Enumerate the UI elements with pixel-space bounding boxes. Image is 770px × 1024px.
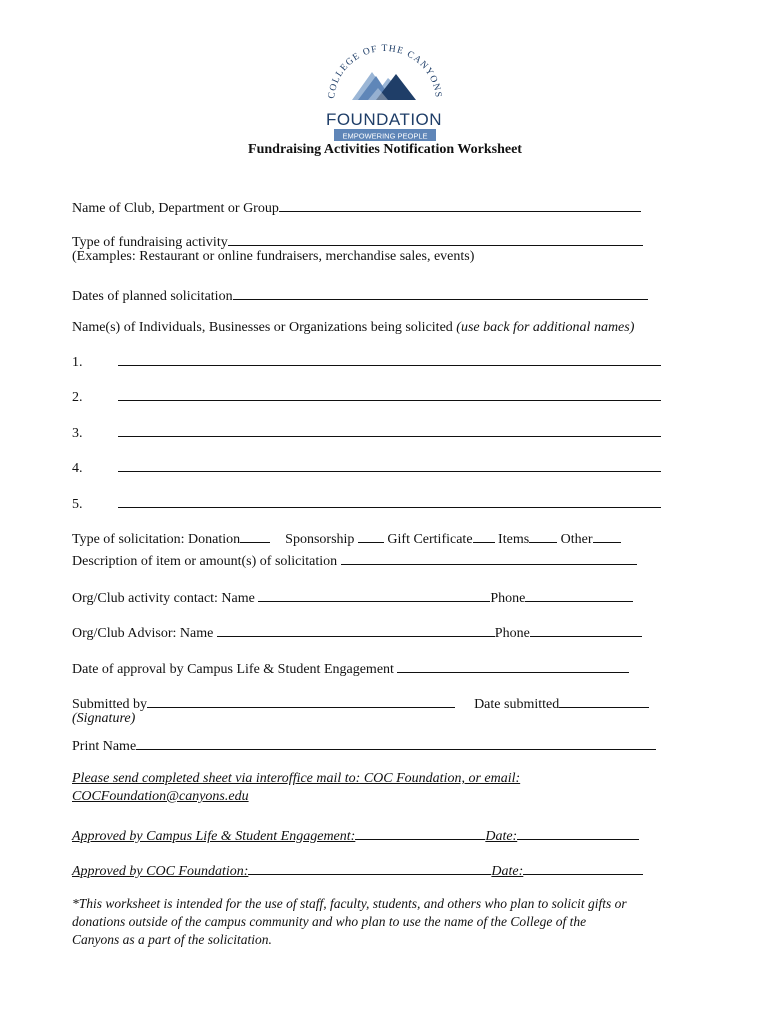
advisor-name-field[interactable] — [217, 622, 495, 637]
advisor-label: Org/Club Advisor: Name — [72, 626, 214, 641]
sponsorship-label: Sponsorship — [285, 532, 355, 547]
activity-type-label: Type of fundraising activity — [72, 235, 228, 250]
submitted-row — [72, 693, 649, 713]
name-field-1[interactable] — [118, 351, 661, 366]
advisor-phone-field[interactable] — [530, 622, 642, 637]
print-name-row — [72, 735, 656, 755]
activity-contact-name-field[interactable] — [258, 587, 490, 602]
coc-approval-field[interactable] — [248, 860, 491, 875]
description-field[interactable] — [341, 550, 637, 565]
submitted-by-label: Submitted by — [72, 697, 148, 712]
campus-approval-field[interactable] — [355, 825, 485, 840]
logo-wordmark: FOUNDATION — [325, 110, 443, 129]
footnote-line-2: donations outside of the campus community and who plan to use the name of the College of the — [72, 914, 587, 929]
coc-approval-date-field[interactable] — [523, 860, 643, 875]
name-line-3 — [72, 422, 661, 442]
approval-date-row — [72, 658, 629, 678]
coc-approval-label: Approved by COC Foundation: — [72, 864, 249, 879]
items-field[interactable] — [529, 528, 557, 543]
dates-row — [72, 285, 648, 305]
activity-contact-label: Org/Club activity contact: Name — [72, 591, 255, 606]
solicitation-type-row — [72, 528, 621, 548]
advisor-row — [72, 622, 642, 642]
campus-approval-date-label: Date: — [485, 829, 518, 844]
name-field-3[interactable] — [118, 422, 661, 437]
name-line-4 — [72, 457, 661, 477]
name-line-5 — [72, 493, 661, 513]
date-submitted-label: Date submitted — [474, 697, 560, 712]
activity-contact-phone-field[interactable] — [525, 587, 633, 602]
date-submitted-field[interactable] — [559, 693, 649, 708]
logo-tagline: EMPOWERING PEOPLE — [342, 131, 428, 141]
number-label: 2. — [72, 390, 83, 405]
logo-arc-text: COLLEGE OF THE CANYONS — [327, 43, 443, 100]
dates-field[interactable] — [233, 285, 648, 300]
number-label: 3. — [72, 426, 83, 441]
print-name-label: Print Name — [72, 739, 137, 754]
approval-date-field[interactable] — [397, 658, 629, 673]
description-row — [72, 550, 637, 570]
names-note: (use back for additional names) — [456, 320, 635, 335]
donation-field[interactable] — [240, 528, 270, 543]
number-label: 1. — [72, 355, 83, 370]
name-line-1 — [72, 351, 661, 371]
number-label: 5. — [72, 497, 83, 512]
footnote-line-3: Canyons as a part of the solicitation. — [72, 932, 272, 947]
name-line-2 — [72, 386, 661, 406]
sponsorship-field[interactable] — [358, 528, 384, 543]
name-field-2[interactable] — [118, 386, 661, 401]
number-label: 4. — [72, 461, 83, 476]
gift-certificate-label: Gift Certificate — [387, 532, 473, 547]
coc-foundation-logo — [318, 40, 448, 144]
club-name-row — [72, 197, 641, 217]
club-name-field[interactable] — [279, 197, 641, 212]
advisor-phone-label: Phone — [494, 626, 530, 641]
campus-approval-date-field[interactable] — [517, 825, 639, 840]
club-name-label: Name of Club, Department or Group — [72, 201, 279, 216]
names-solicited-row — [72, 320, 634, 336]
activity-type-field[interactable] — [228, 231, 643, 246]
coc-approval-date-label: Date: — [491, 864, 524, 879]
signature-caption: (Signature) — [72, 711, 136, 726]
gift-certificate-field[interactable] — [473, 528, 495, 543]
name-field-4[interactable] — [118, 457, 661, 472]
send-instructions: Please send completed sheet via interoffice mail to: COC Foundation, or email: — [72, 771, 521, 786]
footnote-line-1: *This worksheet is intended for the use of staff, faculty, students, and others who plan to solicit gifts or — [72, 896, 627, 911]
name-field-5[interactable] — [118, 493, 661, 508]
print-name-field[interactable] — [136, 735, 656, 750]
campus-approval-row — [72, 825, 639, 845]
activity-contact-phone-label: Phone — [490, 591, 526, 606]
coc-approval-row — [72, 860, 643, 880]
foundation-email-link[interactable]: COCFoundation@canyons.edu — [72, 789, 249, 804]
page-title: Fundraising Activities Notification Worksheet — [248, 142, 522, 157]
activity-type-row — [72, 231, 643, 251]
solicitation-label: Type of solicitation: Donation — [72, 532, 241, 547]
approval-date-label: Date of approval by Campus Life & Student Engagement — [72, 662, 394, 677]
submitted-by-field[interactable] — [147, 693, 455, 708]
campus-approval-label: Approved by Campus Life & Student Engagement: — [72, 829, 356, 844]
activity-contact-row — [72, 587, 633, 607]
description-label: Description of item or amount(s) of solicitation — [72, 554, 338, 569]
items-label: Items — [498, 532, 530, 547]
dates-label: Dates of planned solicitation — [72, 289, 233, 304]
activity-examples: (Examples: Restaurant or online fundraisers, merchandise sales, events) — [72, 249, 475, 264]
other-label: Other — [560, 532, 593, 547]
other-field[interactable] — [593, 528, 621, 543]
names-label: Name(s) of Individuals, Businesses or Organizations being solicited — [72, 320, 453, 335]
